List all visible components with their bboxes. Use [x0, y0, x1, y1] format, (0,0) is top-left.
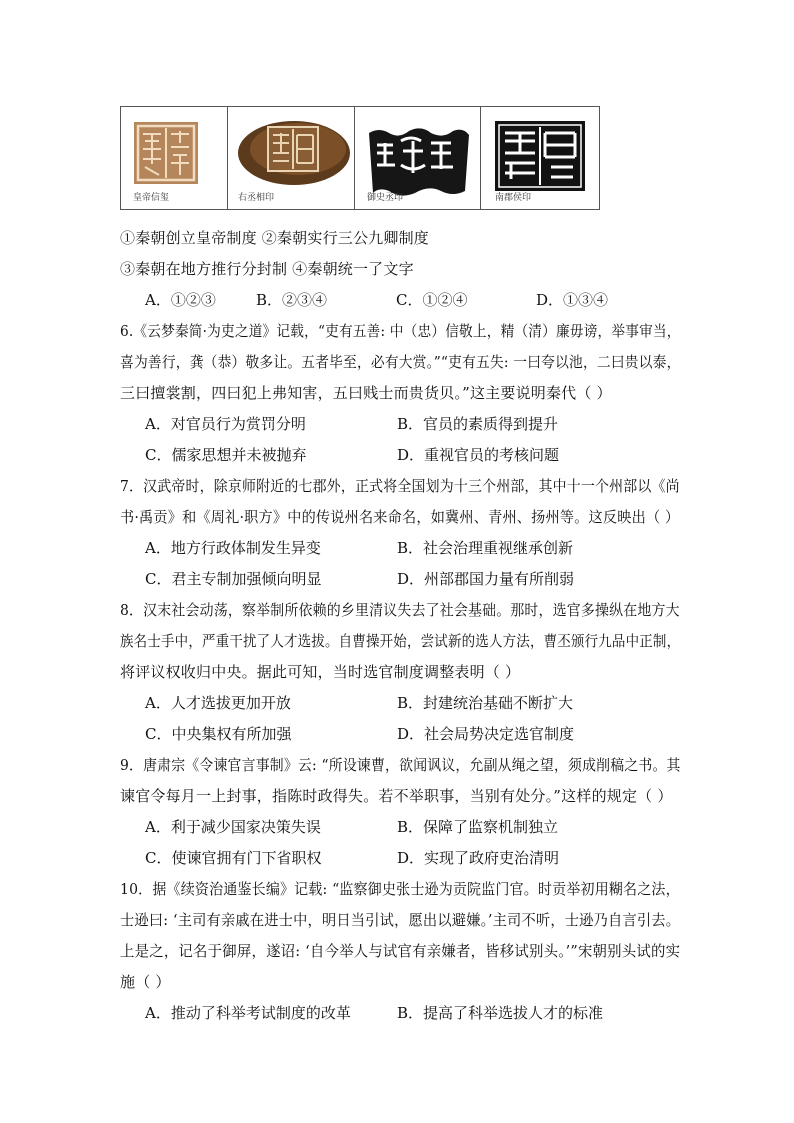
seal-image-strip	[120, 106, 600, 210]
q10-stem-line: 上是之，记名于御屏，遂诏: ‘自今举人与试官有亲嫌者，皆移试别头。’”宋朝别头试的实	[120, 942, 681, 960]
q8-option-c[interactable]: C．中央集权有所加强	[145, 725, 292, 743]
seal-caption: 御史丞印	[367, 193, 404, 203]
q6-stem-line: 6.《云梦秦简·为吏之道》记载，“吏有五善: 中（忠）信敬上，精（清）廉毋谤，举事审当，	[120, 322, 681, 340]
q8-stem-line: 将评议权收归中央。据此可知，当时选官制度调整表明（ ）	[120, 663, 521, 681]
q10-stem-line: 10．据《续资治通鉴长编》记载: “监察御史张士逊为贡院监门官。时贡举初用糊名之法，	[120, 880, 680, 898]
q8-option-a[interactable]: A．人才选拔更加开放	[145, 694, 291, 712]
q10-option-a[interactable]: A．推动了科举考试制度的改革	[145, 1004, 351, 1022]
q9-option-a[interactable]: A．利于减少国家决策失误	[145, 818, 321, 836]
q10-option-b[interactable]: B．提高了科举选拔人才的标准	[397, 1004, 604, 1022]
seal-image-2	[228, 107, 355, 209]
q7-stem-line: 书·禹贡》和《周礼·职方》中的传说州名来命名，如冀州、青州、扬州等。这反映出（ ）	[120, 508, 680, 526]
q10-stem-line: 士逊曰: ‘主司有亲戚在进士中，明日当引试，愿出以避嫌。’主司不听，士逊乃自言引去。	[120, 911, 681, 929]
q6-stem-line: 喜为善行，龚（恭）敬多让。五者毕至，必有大赏。”“吏有五失: 一曰夸以池，二曰贵以泰，	[120, 353, 681, 371]
seal-image-4	[481, 107, 599, 209]
q6-option-b[interactable]: B．官员的素质得到提升	[397, 415, 559, 433]
q6-stem-line: 三曰擅裳割，四曰犯上弗知害，五曰贱士而贵货贝。”这主要说明秦代（ ）	[120, 384, 612, 402]
q9-option-d[interactable]: D．实现了政府吏治清明	[397, 849, 560, 867]
q8-stem-line: 族名士手中，严重干扰了人才选拔。自曹操开始，尝试新的选人方法，曹丕颁行九品中正制，	[120, 632, 681, 650]
q6-option-d[interactable]: D．重视官员的考核问题	[397, 446, 560, 464]
seal-caption: 南郡侯印	[495, 193, 532, 203]
seal-image-1	[121, 107, 228, 209]
q5-option-a[interactable]: A．①②③	[145, 291, 216, 309]
q8-option-b[interactable]: B．封建统治基础不断扩大	[397, 694, 574, 712]
q10-stem-line: 施（ ）	[120, 973, 171, 991]
q5-option-b[interactable]: B．②③④	[256, 291, 328, 309]
q5-statement-1: ①秦朝创立皇帝制度 ②秦朝实行三公九卿制度	[120, 229, 429, 247]
q9-option-b[interactable]: B．保障了监察机制独立	[397, 818, 559, 836]
q9-stem-line: 谏官令每月一上封事，指陈时政得失。若不举职事，当别有处分。”这样的规定（ ）	[120, 787, 673, 805]
q5-statement-2: ③秦朝在地方推行分封制 ④秦朝统一了文字	[120, 260, 414, 278]
seal-caption: 右丞相印	[238, 193, 275, 203]
q9-option-c[interactable]: C．使谏官拥有门下省职权	[145, 849, 322, 867]
q6-option-a[interactable]: A．对官员行为赏罚分明	[145, 415, 306, 433]
q9-stem-line: 9．唐肃宗《令谏官言事制》云: “所设谏曹，欲闻讽议，允副从绳之望，须成削稿之书。其	[120, 756, 681, 774]
seal-caption: 皇帝信玺	[133, 193, 170, 203]
seal-image-3	[355, 107, 481, 209]
q5-option-c[interactable]: C．①②④	[396, 291, 468, 309]
q7-option-a[interactable]: A．地方行政体制发生异变	[145, 539, 321, 557]
q8-option-d[interactable]: D．社会局势决定选官制度	[397, 725, 575, 743]
q7-option-c[interactable]: C．君主专制加强倾向明显	[145, 570, 322, 588]
q7-option-d[interactable]: D．州部郡国力量有所削弱	[397, 570, 575, 588]
q5-option-d[interactable]: D．①③④	[536, 291, 609, 309]
q7-option-b[interactable]: B．社会治理重视继承创新	[397, 539, 574, 557]
q8-stem-line: 8．汉末社会动荡，察举制所依赖的乡里清议失去了社会基础。那时，选官多操纵在地方大	[120, 601, 680, 619]
q7-stem-line: 7．汉武帝时，除京师附近的七郡外，正式将全国划为十三个州部，其中十一个州部以《尚	[120, 477, 680, 495]
q6-option-c[interactable]: C．儒家思想并未被抛弃	[145, 446, 307, 464]
